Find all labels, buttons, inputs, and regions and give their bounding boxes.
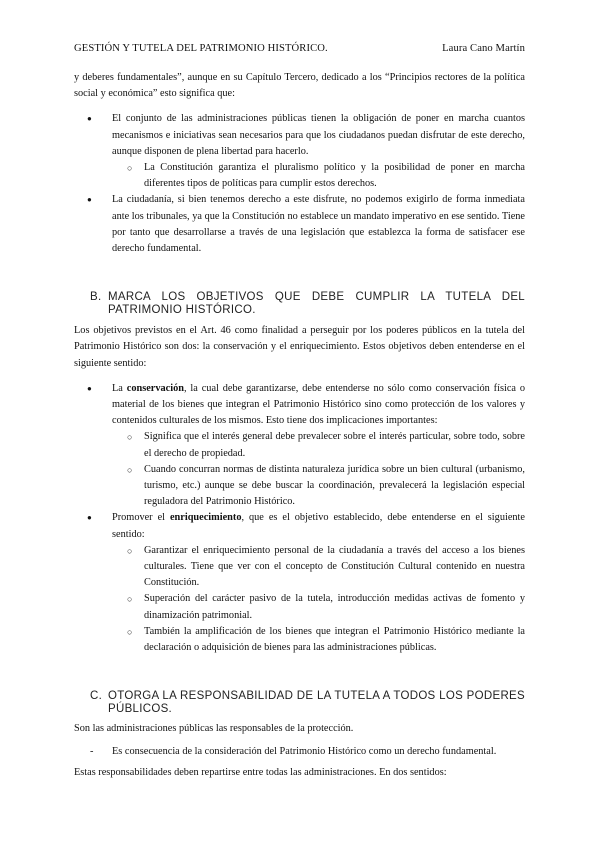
- section-letter: C.: [90, 690, 103, 703]
- section-c-line: Estas responsabilidades deben repartirse entre todas las administraciones. En dos sentidos:: [74, 766, 447, 778]
- sub-list-item: [74, 543, 525, 592]
- sub-list-item: [74, 429, 525, 461]
- list-item-text: El conjunto de las administraciones públicas tienen la obligación de poner en marcha cuantos mecanismos e iniciativas sean necesarios para que los ciudadanos puedan disfrutar de este derecho, aunque disponen de plena libertad para hacerlo.: [112, 113, 525, 157]
- sub-list-item-text: También la amplificación de los bienes que integran el Patrimonio Histórico mediante la declaración o adquisición de bienes para las administraciones públicas.: [144, 625, 525, 654]
- section-b-paragraph: Los objetivos previstos en el Art. 46 como finalidad a perseguir por los poderes públicos en la tutela del Patrimonio Histórico son dos: la conservación y el enriquecimiento. Estos objetivos deben entenderse en el siguiente sentido:: [74, 325, 525, 369]
- objectives-list: [74, 381, 525, 656]
- list-item: [74, 111, 525, 160]
- sub-list-item-text: Superación del carácter pasivo de la tutela, introducción medidas activas de fomento y dinamización patrimonial.: [144, 593, 525, 621]
- list-item-text: La ciudadanía, si bien tenemos derecho a este disfrute, no podemos exigirlo de forma inmediata ante los tribunales, ya que la Constitución no establece un mandato imperativo en ese sentido. Tiene por tanto que desarrollarse a través de una legislación que establezca la forma de satisfacer ese derecho fundamental.: [112, 194, 525, 255]
- term-enriquecimiento: enriquecimiento: [169, 512, 242, 524]
- list-item: [74, 381, 525, 430]
- section-b-heading: [74, 291, 525, 317]
- list-item-text: Promover el: [112, 512, 170, 524]
- term-conservacion: conservación: [126, 382, 184, 394]
- list-item: [74, 510, 525, 542]
- sub-list-item-text: La Constitución garantiza el pluralismo político y la posibilidad de poner en marcha diferentes tipos de políticas para cumplir estos derechos.: [144, 162, 525, 190]
- list-item-text: , la cual debe garantizarse, debe entenderse no sólo como conservación física o material de los bienes que integran el Patrimonio Histórico sino como protección de los valores y contenidos culturales de los mismos. Esto tiene dos implicaciones importantes:: [112, 382, 526, 427]
- list-item: [74, 744, 525, 760]
- rights-list: [74, 111, 525, 257]
- section-letter: B.: [90, 291, 102, 304]
- sub-list-item-text: Cuando concurran normas de distinta naturaleza jurídica sobre un bien cultural (urbanismo, turismo, etc.) aunque se debe buscar la coordinación, prevalecerá la legislación especial reguladora del Patrimonio Histórico.: [144, 463, 525, 508]
- header-title: GESTIÓN Y TUTELA DEL PATRIMONIO HISTÓRICO.: [74, 43, 328, 54]
- list-item: [74, 192, 525, 257]
- intro-paragraph: y deberes fundamentales”, aunque en su Capítulo Tercero, dedicado a los “Principios rectores de la política social y económica” esto significa que:: [74, 72, 525, 100]
- sub-list-item: [74, 462, 525, 511]
- page-header: [74, 43, 525, 54]
- sub-list-item: [74, 591, 525, 623]
- dash-list: [74, 744, 525, 760]
- sub-list-item-text: Significa que el interés general debe prevalecer sobre el interés particular, sobre todo, sobre el derecho de propiedad.: [144, 431, 525, 459]
- section-c-heading: [74, 690, 525, 716]
- list-item-text: La: [112, 382, 127, 394]
- sub-list-item-text: Garantizar el enriquecimiento personal de la ciudadanía a través del acceso a los bienes culturales. Tiene que ver con el concepto de Constitución Cultural contenido en nuestra Constitución.: [144, 544, 525, 589]
- sub-list-item: [74, 160, 525, 192]
- section-c-line: Son las administraciones públicas las responsables de la protección.: [74, 723, 354, 735]
- document-body: [74, 70, 525, 781]
- list-item-text: Es consecuencia de la consideración del Patrimonio Histórico como un derecho fundamental.: [112, 745, 497, 757]
- list-item-text: , que es el objetivo establecido, debe entenderse en el siguiente sentido:: [112, 512, 525, 540]
- sub-list-item: [74, 624, 525, 656]
- section-title: MARCA LOS OBJETIVOS QUE DEBE CUMPLIR LA TUTELA DEL PATRIMONIO HISTÓRICO.: [108, 291, 525, 317]
- header-author: Laura Cano Martín: [442, 43, 525, 54]
- section-title: OTORGA LA RESPONSABILIDAD DE LA TUTELA A TODOS LOS PODERES PÚBLICOS.: [108, 690, 525, 716]
